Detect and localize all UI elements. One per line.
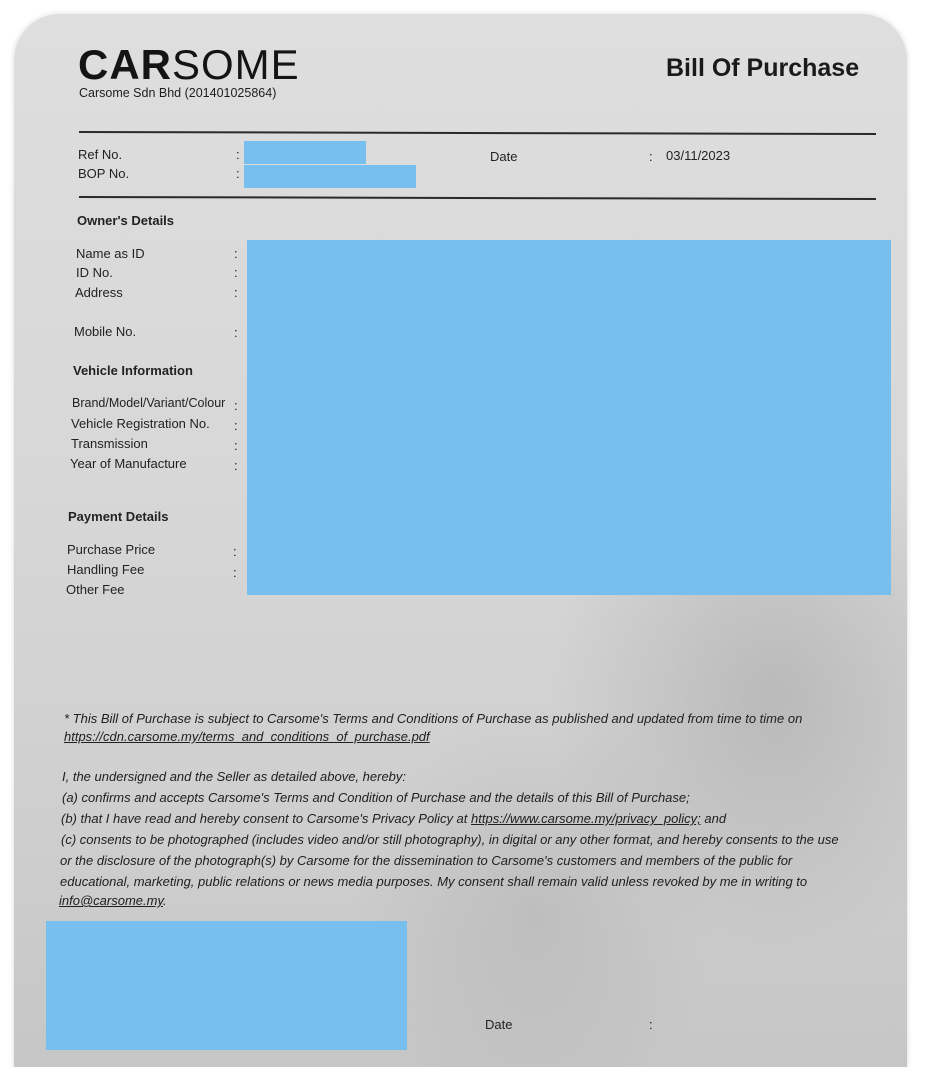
footer-date-colon: : (649, 1017, 653, 1032)
company-name: Carsome Sdn Bhd (201401025864) (79, 86, 277, 100)
handling-fee-label: Handling Fee (67, 562, 145, 577)
handling-fee-colon: : (233, 565, 237, 580)
registration-colon: : (234, 418, 238, 433)
document-page (14, 14, 907, 1067)
mid-divider (79, 196, 876, 200)
declaration-item-c-line3: educational, marketing, public relations or news media purposes. My consent shall remain valid unless revoked by me in writing to (60, 874, 808, 889)
declaration-intro: I, the undersigned and the Seller as detailed above, hereby: (62, 769, 407, 784)
declaration-item-c-line1: (c) consents to be photographed (includes video and/or still photography), in digital or any other format, and hereby consents to the use (61, 832, 839, 847)
email-period: . (162, 893, 167, 908)
transmission-colon: : (234, 438, 238, 453)
owner-details-heading: Owner's Details (77, 213, 175, 228)
email-link[interactable]: info@carsome.my (59, 893, 163, 908)
purchase-price-colon: : (233, 544, 237, 559)
id-no-label: ID No. (76, 265, 113, 280)
mobile-no-label: Mobile No. (74, 324, 137, 339)
brand-model-colon: : (234, 398, 238, 413)
date-colon: : (649, 149, 653, 164)
declaration-item-a: (a) confirms and accepts Carsome's Terms and Condition of Purchase and the details of this Bill of Purchase; (62, 790, 690, 805)
item-b-text: (b) that I have read and hereby consent to Carsome's Privacy Policy at (61, 811, 468, 826)
privacy-policy-link[interactable]: https://www.carsome.my/privacy_policy; (471, 811, 701, 826)
logo-part-some: SOME (172, 41, 300, 88)
details-redaction (247, 240, 891, 595)
ref-no-redaction (244, 141, 366, 164)
bop-no-label: BOP No. (78, 166, 130, 181)
mobile-no-colon: : (234, 325, 238, 340)
document-title: Bill Of Purchase (666, 54, 860, 82)
payment-details-heading: Payment Details (68, 509, 169, 524)
terms-note: * This Bill of Purchase is subject to Carsome's Terms and Conditions of Purchase as published and updated from time to time on (64, 711, 803, 726)
address-label: Address (75, 285, 123, 300)
other-fee-label: Other Fee (66, 582, 125, 597)
carsome-logo (78, 41, 300, 88)
id-no-colon: : (234, 265, 238, 280)
bop-no-redaction (244, 165, 416, 188)
top-divider (79, 131, 876, 135)
transmission-label: Transmission (71, 436, 148, 451)
purchase-price-label: Purchase Price (67, 542, 156, 557)
ref-no-colon: : (236, 147, 240, 162)
brand-model-label: Brand/Model/Variant/Colour (72, 396, 226, 410)
date-value: 03/11/2023 (666, 148, 731, 163)
registration-label: Vehicle Registration No. (71, 416, 210, 431)
bop-no-colon: : (236, 166, 240, 181)
name-as-id-label: Name as ID (76, 246, 145, 261)
declaration-item-b (61, 809, 726, 830)
declaration-item-c-line2: or the disclosure of the photograph(s) by Carsome for the dissemination to Carsome's customers and members of the public for (60, 853, 793, 868)
logo-part-car: CAR (78, 41, 172, 88)
item-b-and: and (704, 811, 727, 826)
footer-date-label: Date (485, 1017, 513, 1032)
year-colon: : (234, 458, 238, 473)
name-as-id-colon: : (234, 246, 238, 261)
vehicle-info-heading: Vehicle Information (73, 363, 193, 378)
date-label: Date (490, 149, 518, 164)
signature-redaction (46, 921, 407, 1050)
ref-no-label: Ref No. (78, 147, 123, 162)
declaration-email-line (59, 891, 167, 912)
address-colon: : (234, 285, 238, 300)
year-label: Year of Manufacture (70, 456, 187, 471)
terms-link[interactable]: https://cdn.carsome.my/terms_and_conditions_of_purchase.pdf (64, 729, 430, 744)
